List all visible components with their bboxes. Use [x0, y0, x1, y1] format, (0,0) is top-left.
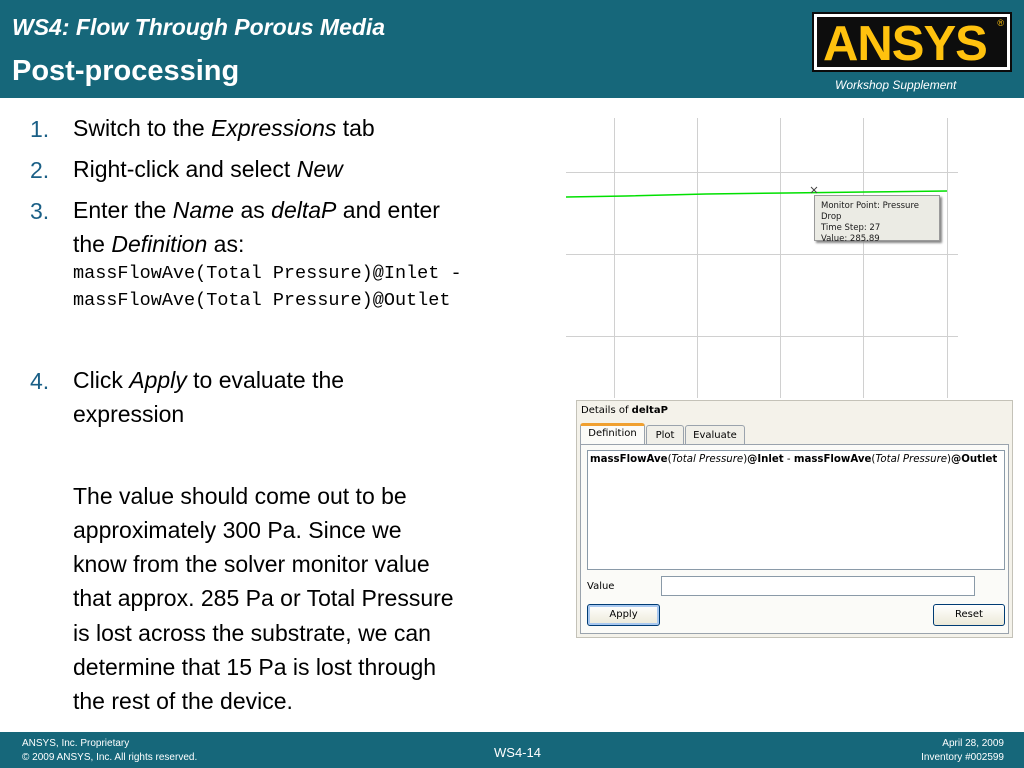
paragraph-line: determine that 15 Pa is lost through	[73, 654, 437, 680]
expression-code-line1: massFlowAve(Total Pressure)@Inlet -	[73, 263, 462, 284]
step-4-text-line2: expression	[73, 401, 185, 427]
step-4-number: 4.	[30, 368, 50, 394]
apply-button[interactable]: Apply	[587, 604, 660, 626]
logo-background	[817, 17, 1007, 67]
definition-tab-body	[580, 444, 1009, 634]
paragraph-line: The value should come out to be	[73, 483, 407, 509]
step-3-text-line1: Enter the Name as deltaP and enter	[73, 197, 440, 223]
value-field[interactable]	[661, 576, 975, 596]
slide-title: Post-processing	[12, 55, 240, 87]
tab-definition[interactable]: Definition	[580, 423, 645, 445]
paragraph-line: know from the solver monitor value	[73, 551, 430, 577]
step-4-text-line1: Click Apply to evaluate the	[73, 367, 345, 393]
tooltip-line: Time Step: 27	[821, 223, 881, 233]
step-3-number: 3.	[30, 198, 50, 224]
paragraph-line: approximately 300 Pa. Since we	[73, 517, 402, 543]
paragraph-line: that approx. 285 Pa or Total Pressure	[73, 585, 454, 611]
registered-mark: ®	[997, 18, 1004, 28]
paragraph-line: the rest of the device.	[73, 688, 293, 714]
details-panel-title: Details of deltaP	[581, 405, 668, 416]
step-3-text-line2: the Definition as:	[73, 231, 245, 257]
tab-evaluate[interactable]: Evaluate	[685, 425, 745, 445]
details-panel	[576, 400, 1013, 638]
footer-inventory: Inventory #002599	[921, 752, 1004, 763]
tab-plot[interactable]: Plot	[646, 425, 684, 445]
footer-page-number: WS4-14	[494, 745, 541, 760]
monitor-plot	[566, 118, 958, 398]
step-1-number: 1.	[30, 116, 50, 142]
workshop-supplement-label: Workshop Supplement	[835, 78, 957, 92]
paragraph-line: is lost across the substrate, we can	[73, 620, 431, 646]
slide-footer	[0, 732, 1024, 768]
monitor-tooltip	[814, 195, 940, 244]
step-1-text: Switch to the Expressions tab	[73, 115, 375, 141]
logo-text: ANSYS	[823, 17, 987, 67]
value-label: Value	[587, 581, 615, 592]
step-2-text: Right-click and select New	[73, 156, 343, 182]
monitor-plot-grid	[566, 118, 958, 398]
tooltip-line: Monitor Point: Pressure Drop	[821, 201, 919, 222]
ansys-logo	[812, 12, 1012, 72]
slide-subtitle: WS4: Flow Through Porous Media	[12, 14, 386, 40]
slide-header	[0, 0, 1024, 98]
footer-copyright: © 2009 ANSYS, Inc. All rights reserved.	[22, 752, 198, 763]
footer-date: April 28, 2009	[942, 738, 1004, 749]
footer-proprietary: ANSYS, Inc. Proprietary	[22, 738, 130, 749]
expression-code-line2: massFlowAve(Total Pressure)@Outlet	[73, 290, 451, 311]
step-2-number: 2.	[30, 157, 50, 183]
definition-textarea[interactable]: massFlowAve(Total Pressure)@Inlet - massFlowAve(Total Pressure)@Outlet	[587, 450, 1005, 570]
tooltip-line: Value: 285.89	[821, 234, 880, 244]
reset-button[interactable]: Reset	[933, 604, 1005, 626]
